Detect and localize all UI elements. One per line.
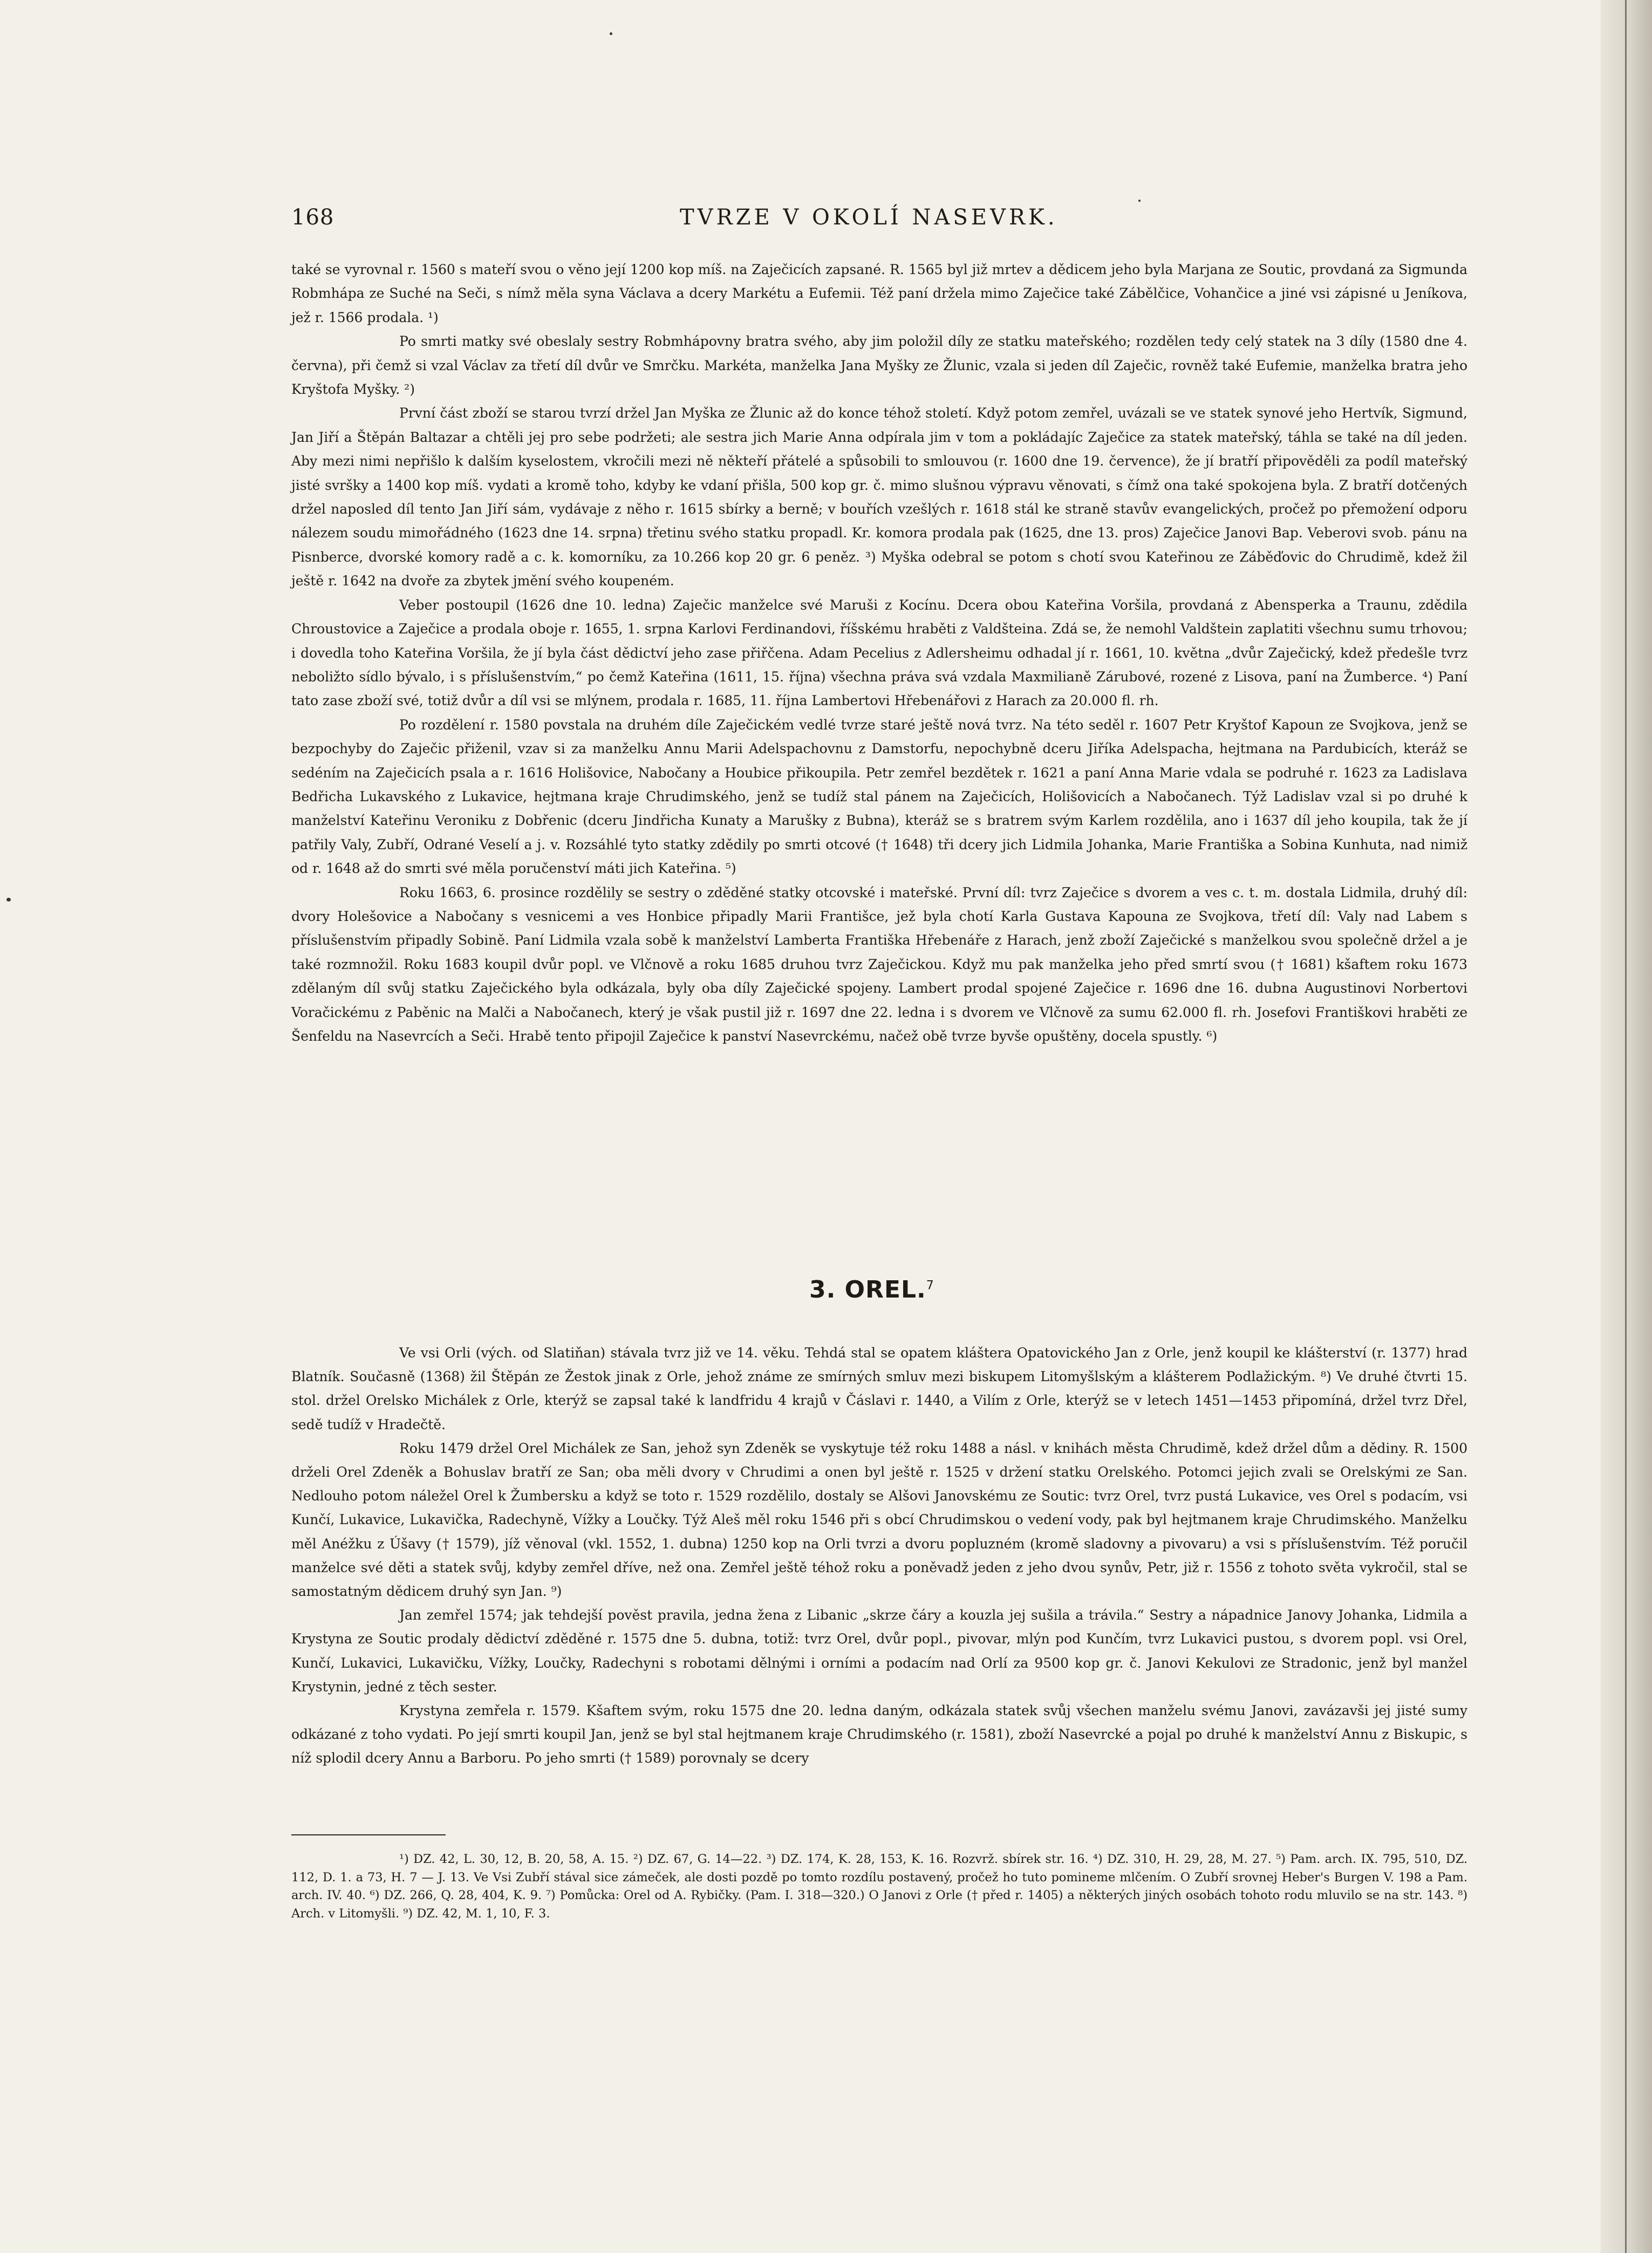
footnote-text: ¹) DZ. 42, L. 30, 12, B. 20, 58, A. 15. ²) DZ. 67, G. 14—22. ³) DZ. 174, K. 28, 153, K. 16. Rozvrž. sbírek str. 16. ⁴) DZ. 310, H. 29, 28, M. 27. ⁵) Pam. arch. IX. 795, 510, DZ. 112, D. 1. a 73, H. 7 — J. 13. Ve Vsi Zubří stával sice zámeček, ale dosti pozdě po tomto rozdílu postavený, pročež ho tuto pomineme mlčením. O Zubří srovnej Heber's Burgen V. 198 a Pam. arch. IV. 40. ⁶) DZ. 266, Q. 28, 404, K. 9. ⁷) Pomůcka: Orel od A. Rybičky. (Pam. I. 318—320.) O Janovi z Orle († před r. 1405) a některých jiných osobách tohoto rodu mluvilo se na str. 143. ⁸) Arch. v Litomyšli. ⁹) DZ. 42, M. 1, 10, F. 3. <box>291 1852 1467 1921</box>
paper-speck <box>610 32 612 35</box>
paper-speck <box>1138 200 1141 202</box>
section-heading <box>809 1276 934 1303</box>
paragraph: Jan zemřel 1574; jak tehdejší pověst pravila, jedna žena z Libanic „skrze čáry a kouzla jej sušila a trávila.“ Sestry a nápadnice Janovy Johanka, Lidmila a Krystyna ze Soutic prodaly dědictví zděděné r. 1575 dne 5. dubna, totiž: tvrz Orel, dvůr popl., pivovar, mlýn pod Kunčím, tvrz Lukavici pustou, s dvorem popl. vsi Orel, Kunčí, Lukavici, Lukavičku, Vížky, Loučky, Radechyni s robotami dělnými i orními a podacím nad Orlí za 9500 kop gr. č. Janovi Kekulovi ze Stradonic, jenž byl manžel Krystynin, jedné z těch sester. <box>291 1607 1467 1695</box>
paragraph: První část zboží se starou tvrzí držel Jan Myška ze Žlunic až do konce téhož století. Když potom zemřel, uvázali se ve statek synové jeho Hertvík, Sigmund, Jan Jiří a Štěpán Baltazar a chtěli jej pro sebe podržeti; ale sestra jich Marie Anna odpírala jim v tom a pokládajíc Zaječice za statek mateřský, táhla se také na díl jeden. Aby mezi nimi nepřišlo k dalším kyselostem, vkročili mezi ně někteří přátelé a spůsobili to smlouvou (r. 1600 dne 19. července), že jí bratří připověděli za podíl mateřský jisté svršky a 1400 kop míš. vydati a kromě toho, kdyby ke vdaní přišla, 500 kop gr. č. mimo slušnou výpravu věnovati, s čímž ona také spokojena byla. Z bratří dotčených držel naposled díl tento Jan Jiří sám, vydávaje z něho r. 1615 sbírky a berně; v bouřích vzešlých r. 1618 stál ke straně stavův evangelických, pročež po přemožení odporu nálezem soudu mimořádného (1623 dne 14. srpna) třetinu svého statku propadl. Kr. komora prodala pak (1625, dne 13. pros) Zaječice Janovi Bap. Veberovi svob. pánu na Pisnberce, dvorské komory radě a c. k. komorníku, za 10.266 kop 20 gr. 6 peněz. ³) Myška odebral se potom s chotí svou Kateřinou ze Záběďovic do Chrudimě, kdež žil ještě r. 1642 na dvoře za zbytek jmění svého koupeném. <box>291 405 1467 589</box>
paragraph: Ve vsi Orli (vých. od Slatiňan) stávala tvrz již ve 14. věku. Tehdá stal se opatem kláštera Opatovického Jan z Orle, jenž koupil ke klášterství (r. 1377) hrad Blatník. Současně (1368) žil Štěpán ze Žestok jinak z Orle, jehož známe ze smírných smluv mezi biskupem Litomyšlským a klášterem Podlažickým. ⁸) Ve druhé čtvrti 15. stol. držel Orelsko Michálek z Orle, kterýž se zapsal také k landfridu 4 krajů v Čáslavi r. 1440, a Vilím z Orle, kterýž se v letech 1451—1453 připomíná, držel tvrz Dřel, sedě tudíž v Hradečtě. <box>291 1345 1467 1432</box>
section-note-mark: 7 <box>926 1279 934 1293</box>
paper-speck <box>6 898 11 902</box>
footnotes <box>291 1851 1467 1923</box>
section-heading-text: 3. OREL. <box>809 1276 926 1303</box>
page-number: 168 <box>291 205 335 230</box>
footnote-rule <box>291 1834 446 1835</box>
paragraph: Roku 1663, 6. prosince rozdělily se sestry o zděděné statky otcovské i mateřské. První díl: tvrz Zaječice s dvorem a ves c. t. m. dostala Lidmila, druhý díl: dvory Holešovice a Nabočany s vesnicemi a ves Honbice připadly Marii Františce, jež byla chotí Karla Gustava Kapouna ze Svojkova, třetí díl: Valy nad Labem s příslušenstvím připadly Sobině. Paní Lidmila vzala sobě k manželství Lamberta Františka Hřebenáře z Harach, jenž zboží Zaječické s manželkou svou společně držel a je také rozmnožil. Roku 1683 koupil dvůr popl. ve Vlčnově a roku 1685 druhou tvrz Zaječickou. Když mu pak manželka jeho před smrtí svou († 1681) kšaftem roku 1673 zdělaným díl svůj statku Zaječického byla odkázala, byly oba díly Zaječické spojeny. Lambert prodal spojené Zaječice r. 1696 dne 16. dubna Augustinovi Norbertovi Voračickému z Paběnic na Malči a Nabočanech, který je však pustil již r. 1697 dne 22. ledna i s dvorem ve Vlčnově za sumu 62.000 fl. rh. Josefovi Františkovi hraběti ze Šenfeldu na Nasevrcích a Seči. Hrabě tento připojil Zaječice k panství Nasevrckému, načež obě tvrze byvše opuštěny, docela spustly. ⁶) <box>291 884 1467 1044</box>
paragraph: Roku 1479 držel Orel Michálek ze San, jehož syn Zdeněk se vyskytuje též roku 1488 a násl. v knihách města Chrudimě, kdež držel dům a dědiny. R. 1500 drželi Orel Zdeněk a Bohuslav bratří ze San; oba měli dvory v Chrudimi a onen byl ještě r. 1525 v držení statku Orelského. Potomci jejich zvali se Orelskými ze San. Nedlouho potom náležel Orel k Žumbersku a když se toto r. 1529 rozdělilo, dostaly se Alšovi Janovskému ze Soutic: tvrz Orel, tvrz pustá Lukavice, ves Orel s podacím, vsi Kunčí, Lukavice, Lukavička, Radechyně, Vížky a Loučky. Týž Aleš měl roku 1546 při s obcí Chrudimskou o vedení vody, pak byl hejtmanem kraje Chrudimského. Manželku měl Anéžku z Úšavy († 1579), jíž věnoval (vkl. 1552, 1. dubna) 1250 kop na Orli tvrzi a dvoru popluzném (kromě sladovny a pivovaru) a vsi s příslušenstvím. Též poručil manželce své děti a statek svůj, kdyby zemřel dříve, než ona. Zemřel ještě téhož roku a poněvadž jeden z jeho dvou synův, Petr, již r. 1556 z tohoto světa vykročil, stal se samostatným dědicem druhý syn Jan. ⁹) <box>291 1440 1467 1600</box>
paragraph: Krystyna zemřela r. 1579. Kšaftem svým, roku 1575 dne 20. ledna daným, odkázala statek svůj všechen manželu svému Janovi, zavázavši jej jisté sumy odkázané z toho vydati. Po její smrti koupil Jan, jenž se byl stal hejtmanem kraje Chrudimského (r. 1581), zboží Nasevrcké a pojal po druhé k manželství Annu z Biskupic, s níž splodil dcery Annu a Barboru. Po jeho smrti († 1589) porovnaly se dcery <box>291 1703 1467 1766</box>
main-text-bottom <box>291 1341 1467 1771</box>
paragraph: Veber postoupil (1626 dne 10. ledna) Zaječic manželce své Maruši z Kocínu. Dcera obou Kateřina Voršila, provdaná z Abensperka a Traunu, zdědila Chroustovice a Zaječice a prodala oboje r. 1655, 1. srpna Karlovi Ferdinandovi, říšskému hraběti z Valdšteina. Zdá se, že nemohl Valdštein zaplatiti všechnu sumu trhovou; i dovedla toho Kateřina Voršila, že jí byla část dědictví jeho zase přiřčena. Adam Pecelius z Adlersheimu odhadal jí r. 1661, 10. května „dvůr Zaječický, kdež předešle tvrz neboližto sídlo bývalo, i s příslušenstvím,“ po čemž Kateřina (1611, 15. října) všechna práva svá vzdala Maxmilianě Zárubové, rozené z Lisova, paní na Žumberce. ⁴) Paní tato zase zboží své, totiž dvůr a díl vsi se mlýnem, prodala r. 1685, 11. října Lambertovi Hřebenářovi z Harach za 20.000 fl. rh. <box>291 597 1467 709</box>
paragraph: Po rozdělení r. 1580 povstala na druhém díle Zaječickém vedlé tvrze staré ještě nová tvrz. Na této seděl r. 1607 Petr Kryštof Kapoun ze Svojkova, jenž se bezpochyby do Zaječic přiženil, vzav si za manželku Annu Marii Adelspachovnu z Damstorfu, nepochybně dceru Jiříka Adelspacha, hejtmana na Pardubicích, kteráž se sedéním na Zaječicích psala a r. 1616 Holišovice, Nabočany a Houbice přikoupila. Petr zemřel bezdětek r. 1621 a paní Anna Marie vdala se podruhé r. 1623 za Ladislava Bedřicha Lukavského z Lukavice, hejtmana kraje Chrudimského, jenž se tudíž stal pánem na Zaječicích, Holišovicích a Nabočanech. Týž Ladislav vzal si po druhé k manželství Kateřinu Veroniku z Dobřenic (dceru Jindřicha Kunaty a Marušky z Bubna), kteráž se s bratrem svým Karlem rozdělila, ano i 1637 díl jeho koupila, tak že jí patřily Valy, Zubří, Odrané Veselí a j. v. Rozsáhlé tyto statky zdědily po smrti otcové († 1648) tři dcery jich Lidmila Johanka, Marie Františka a Sobina Kunhuta, nad nimiž od r. 1648 až do smrti své měla poručenství máti jich Kateřina. ⁵) <box>291 716 1467 877</box>
page-edge-line <box>1625 0 1627 2253</box>
paragraph: také se vyrovnal r. 1560 s mateří svou o věno její 1200 kop míš. na Zaječicích zapsané. R. 1565 byl již mrtev a dědicem jeho byla Marjana ze Soutic, provdaná za Sigmunda Robmhápa ze Suché na Seči, s nímž měla syna Václava a dcery Markétu a Eufemii. Též paní držela mimo Zaječice také Zábělčice, Vohančice a jiné vsi zápisné u Jeníkova, jež r. 1566 prodala. ¹) <box>291 262 1467 325</box>
paragraph: Po smrti matky své obeslaly sestry Robmhápovny bratra svého, aby jim položil díly ze statku mateřského; rozdělen tedy celý statek na 3 díly (1580 dne 4. června), při čemž si vzal Václav za třetí díl dvůr ve Smrčku. Markéta, manželka Jana Myšky ze Žlunic, vzala si jeden díl Zaječic, rovněž také Eufemie, manželka bratra jeho Kryštofa Myšky. ²) <box>291 333 1467 398</box>
running-head: TVRZE V OKOLÍ NASEVRK. <box>680 205 1058 230</box>
main-text-top <box>291 258 1467 1048</box>
